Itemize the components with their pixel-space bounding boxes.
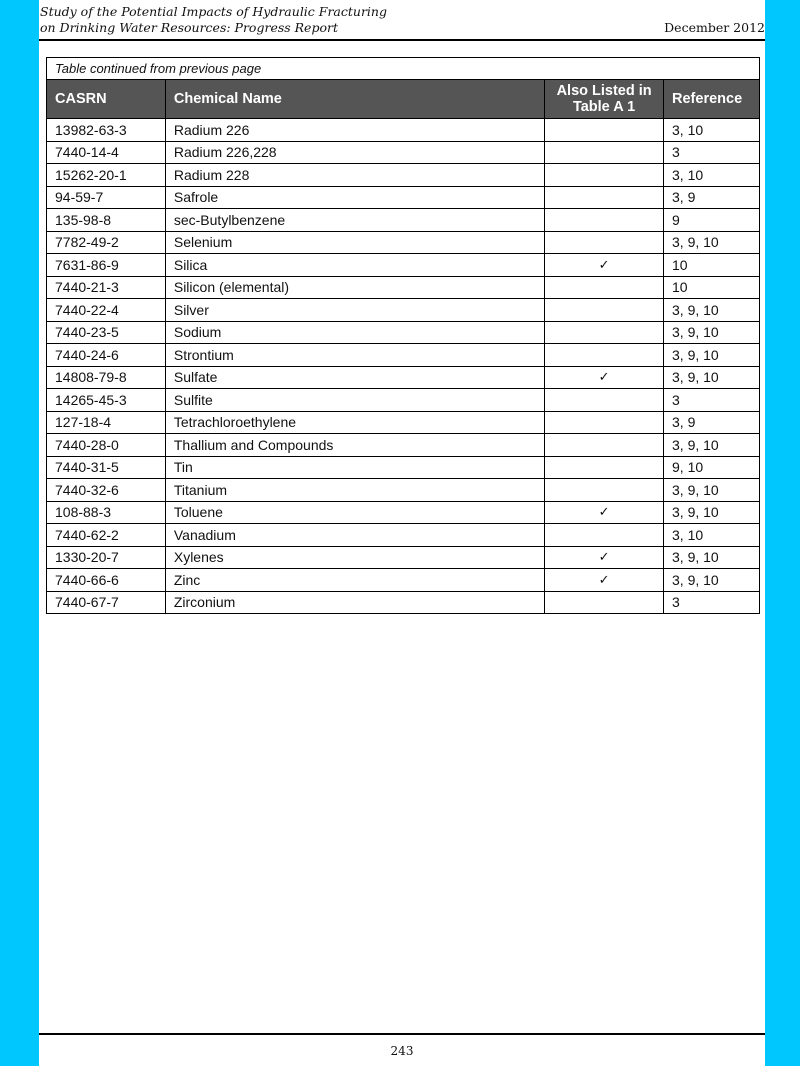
cell-chemical-name: Xylenes bbox=[165, 546, 544, 569]
table-row bbox=[47, 524, 760, 547]
cell-also-listed-check bbox=[545, 479, 664, 502]
table-row bbox=[47, 546, 760, 569]
footer-rule bbox=[39, 1033, 765, 1035]
cell-reference: 3, 9, 10 bbox=[664, 569, 760, 592]
cell-also-listed-check bbox=[545, 209, 664, 232]
cell-chemical-name: Tetrachloroethylene bbox=[165, 411, 544, 434]
cell-reference: 3, 9, 10 bbox=[664, 344, 760, 367]
cell-casrn: 14808-79-8 bbox=[47, 366, 166, 389]
column-header-chemical-name: Chemical Name bbox=[165, 80, 544, 119]
cell-also-listed-check bbox=[545, 344, 664, 367]
cell-also-listed-check: ✓ bbox=[545, 254, 664, 277]
cell-casrn: 7440-32-6 bbox=[47, 479, 166, 502]
table-row bbox=[47, 231, 760, 254]
table-row bbox=[47, 254, 760, 277]
cell-chemical-name: Silica bbox=[165, 254, 544, 277]
cell-casrn: 1330-20-7 bbox=[47, 546, 166, 569]
cell-casrn: 7782-49-2 bbox=[47, 231, 166, 254]
cell-also-listed-check: ✓ bbox=[545, 366, 664, 389]
cell-also-listed-check bbox=[545, 434, 664, 457]
cell-chemical-name: Titanium bbox=[165, 479, 544, 502]
cell-casrn: 108-88-3 bbox=[47, 501, 166, 524]
table-row bbox=[47, 434, 760, 457]
cell-reference: 3, 9, 10 bbox=[664, 366, 760, 389]
report-date: December 2012 bbox=[664, 20, 765, 35]
table-row bbox=[47, 209, 760, 232]
cell-reference: 3, 9, 10 bbox=[664, 434, 760, 457]
header-rule bbox=[39, 39, 765, 41]
cell-reference: 3 bbox=[664, 141, 760, 164]
table-row bbox=[47, 411, 760, 434]
report-title bbox=[40, 4, 387, 36]
cell-reference: 3, 9, 10 bbox=[664, 321, 760, 344]
table-row bbox=[47, 591, 760, 614]
table-row bbox=[47, 389, 760, 412]
cell-also-listed-check bbox=[545, 411, 664, 434]
cell-also-listed-check bbox=[545, 456, 664, 479]
cell-casrn: 7440-31-5 bbox=[47, 456, 166, 479]
column-header-also-listed: Also Listed in Table A 1 bbox=[545, 80, 664, 119]
chemicals-table bbox=[46, 57, 760, 614]
table-row bbox=[47, 366, 760, 389]
report-title-line2: on Drinking Water Resources: Progress Report bbox=[40, 20, 338, 35]
cell-also-listed-check bbox=[545, 299, 664, 322]
table-row bbox=[47, 299, 760, 322]
cell-chemical-name: Radium 226,228 bbox=[165, 141, 544, 164]
table-row bbox=[47, 321, 760, 344]
cell-casrn: 135-98-8 bbox=[47, 209, 166, 232]
cell-casrn: 7440-24-6 bbox=[47, 344, 166, 367]
cell-chemical-name: Silver bbox=[165, 299, 544, 322]
cell-chemical-name: Sulfate bbox=[165, 366, 544, 389]
cell-chemical-name: Radium 226 bbox=[165, 119, 544, 142]
cell-chemical-name: Thallium and Compounds bbox=[165, 434, 544, 457]
cell-chemical-name: Zinc bbox=[165, 569, 544, 592]
cell-reference: 3 bbox=[664, 591, 760, 614]
cell-reference: 3, 10 bbox=[664, 524, 760, 547]
table-row bbox=[47, 119, 760, 142]
cell-also-listed-check bbox=[545, 389, 664, 412]
cell-reference: 3, 10 bbox=[664, 119, 760, 142]
cell-also-listed-check bbox=[545, 119, 664, 142]
continued-note: Table continued from previous page bbox=[47, 58, 760, 80]
cell-reference: 9 bbox=[664, 209, 760, 232]
cell-casrn: 7440-28-0 bbox=[47, 434, 166, 457]
table-row bbox=[47, 501, 760, 524]
cell-chemical-name: sec-Butylbenzene bbox=[165, 209, 544, 232]
report-title-line1: Study of the Potential Impacts of Hydraulic Fracturing bbox=[40, 4, 387, 19]
table-row bbox=[47, 141, 760, 164]
cell-reference: 10 bbox=[664, 276, 760, 299]
cell-chemical-name: Tin bbox=[165, 456, 544, 479]
column-header-casrn: CASRN bbox=[47, 80, 166, 119]
cell-chemical-name: Radium 228 bbox=[165, 164, 544, 187]
cell-reference: 3, 9 bbox=[664, 186, 760, 209]
cell-casrn: 15262-20-1 bbox=[47, 164, 166, 187]
table-body bbox=[47, 119, 760, 614]
cell-casrn: 7631-86-9 bbox=[47, 254, 166, 277]
cell-reference: 3, 9, 10 bbox=[664, 231, 760, 254]
table-row bbox=[47, 569, 760, 592]
document-page bbox=[39, 0, 765, 1066]
cell-casrn: 7440-21-3 bbox=[47, 276, 166, 299]
cell-reference: 3, 9, 10 bbox=[664, 501, 760, 524]
cell-also-listed-check bbox=[545, 141, 664, 164]
cell-chemical-name: Selenium bbox=[165, 231, 544, 254]
column-header-reference: Reference bbox=[664, 80, 760, 119]
cell-casrn: 94-59-7 bbox=[47, 186, 166, 209]
cell-also-listed-check: ✓ bbox=[545, 546, 664, 569]
cell-chemical-name: Toluene bbox=[165, 501, 544, 524]
table-row bbox=[47, 164, 760, 187]
table-row bbox=[47, 456, 760, 479]
cell-also-listed-check bbox=[545, 164, 664, 187]
page-number: 243 bbox=[390, 1044, 414, 1058]
cell-casrn: 13982-63-3 bbox=[47, 119, 166, 142]
cell-casrn: 14265-45-3 bbox=[47, 389, 166, 412]
cell-chemical-name: Sulfite bbox=[165, 389, 544, 412]
cell-also-listed-check bbox=[545, 276, 664, 299]
cell-reference: 3, 9 bbox=[664, 411, 760, 434]
cell-also-listed-check bbox=[545, 321, 664, 344]
cell-reference: 3 bbox=[664, 389, 760, 412]
table-row bbox=[47, 479, 760, 502]
table-row bbox=[47, 344, 760, 367]
cell-also-listed-check: ✓ bbox=[545, 569, 664, 592]
table-row bbox=[47, 276, 760, 299]
cell-casrn: 7440-22-4 bbox=[47, 299, 166, 322]
cell-reference: 3, 9, 10 bbox=[664, 479, 760, 502]
cell-reference: 10 bbox=[664, 254, 760, 277]
cell-chemical-name: Strontium bbox=[165, 344, 544, 367]
cell-chemical-name: Silicon (elemental) bbox=[165, 276, 544, 299]
cell-casrn: 7440-23-5 bbox=[47, 321, 166, 344]
cell-chemical-name: Vanadium bbox=[165, 524, 544, 547]
cell-chemical-name: Sodium bbox=[165, 321, 544, 344]
cell-casrn: 7440-67-7 bbox=[47, 591, 166, 614]
cell-also-listed-check bbox=[545, 524, 664, 547]
cell-reference: 3, 10 bbox=[664, 164, 760, 187]
cell-also-listed-check bbox=[545, 591, 664, 614]
cell-reference: 3, 9, 10 bbox=[664, 299, 760, 322]
cell-chemical-name: Zirconium bbox=[165, 591, 544, 614]
cell-casrn: 7440-66-6 bbox=[47, 569, 166, 592]
table-row bbox=[47, 186, 760, 209]
table-header-row bbox=[47, 80, 760, 119]
continued-note-row bbox=[47, 58, 760, 80]
cell-casrn: 127-18-4 bbox=[47, 411, 166, 434]
cell-also-listed-check: ✓ bbox=[545, 501, 664, 524]
cell-also-listed-check bbox=[545, 231, 664, 254]
cell-chemical-name: Safrole bbox=[165, 186, 544, 209]
cell-also-listed-check bbox=[545, 186, 664, 209]
cell-casrn: 7440-62-2 bbox=[47, 524, 166, 547]
cell-casrn: 7440-14-4 bbox=[47, 141, 166, 164]
cell-reference: 9, 10 bbox=[664, 456, 760, 479]
cell-reference: 3, 9, 10 bbox=[664, 546, 760, 569]
